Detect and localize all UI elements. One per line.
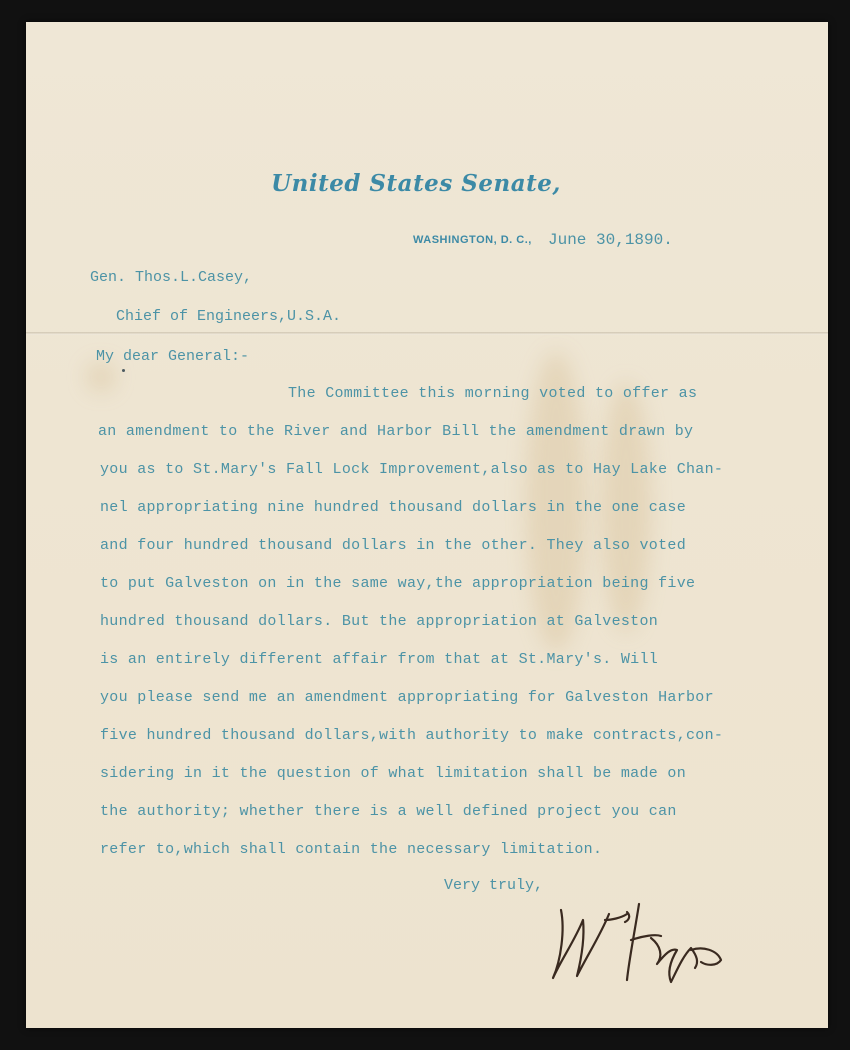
body-line-12: the authority; whether there is a well defined project you can: [100, 803, 677, 820]
stain-3: [86, 362, 116, 392]
closing: Very truly,: [444, 877, 544, 894]
body-line-6: to put Galveston on in the same way,the appropriation being five: [100, 575, 696, 592]
greeting: My dear General:-: [96, 348, 250, 365]
recipient-title: Chief of Engineers,U.S.A.: [116, 308, 342, 325]
body-line-10: five hundred thousand dollars,with authority to make contracts,con-: [100, 727, 724, 744]
body-line-2: an amendment to the River and Harbor Bill the amendment drawn by: [98, 423, 694, 440]
letterhead-title: United States Senate,: [271, 170, 561, 197]
body-line-8: is an entirely different affair from that at St.Mary's. Will: [100, 651, 659, 668]
paper-fold: [26, 332, 828, 335]
body-line-5: and four hundred thousand dollars in the other. They also voted: [100, 537, 686, 554]
body-line-11: sidering in it the question of what limitation shall be made on: [100, 765, 686, 782]
body-line-13: refer to,which shall contain the necessary limitation.: [100, 841, 603, 858]
recipient-name: Gen. Thos.L.Casey,: [90, 269, 253, 286]
body-line-3: you as to St.Mary's Fall Lock Improvement,also as to Hay Lake Chan-: [100, 461, 724, 478]
letter-date: June 30,1890.: [548, 231, 673, 249]
ink-dot: [122, 369, 125, 372]
signature-icon: [531, 890, 751, 990]
letter-sheet: [26, 22, 828, 1028]
body-line-7: hundred thousand dollars. But the appropriation at Galveston: [100, 613, 659, 630]
letterhead-city: WASHINGTON, D. C.,: [413, 234, 532, 246]
body-line-4: nel appropriating nine hundred thousand dollars in the one case: [100, 499, 686, 516]
body-line-9: you please send me an amendment appropriating for Galveston Harbor: [100, 689, 714, 706]
body-line-1: The Committee this morning voted to offer as: [288, 385, 698, 402]
